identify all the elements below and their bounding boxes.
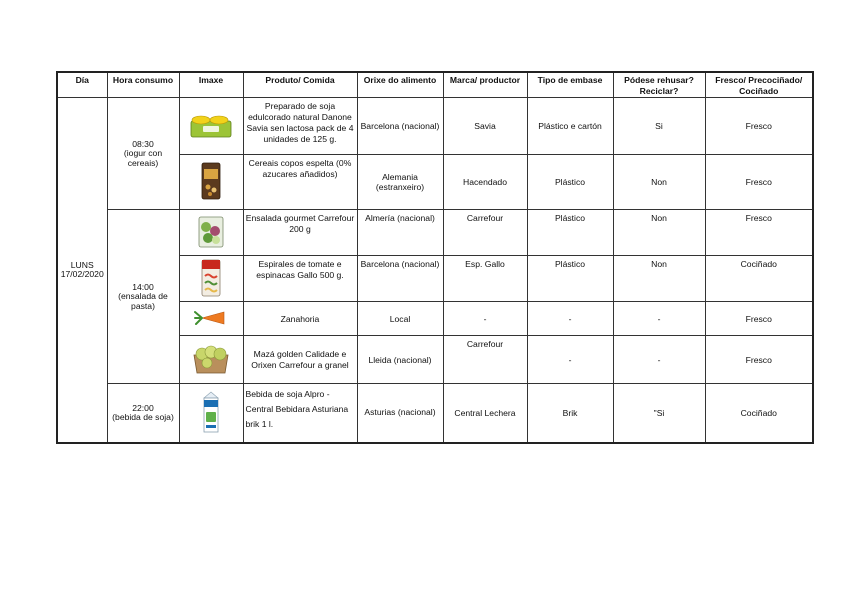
meal-desc: (bebida de soja) [112,412,174,423]
brand-cell: Hacendado [443,155,527,210]
meal-time: 14:00 [132,281,154,292]
header-product: Produto/ Comida [243,72,357,98]
product-cell: Ensalada gourmet Carrefour 200 g [243,210,357,256]
packaging-cell: Brik [527,384,613,443]
salad-bag-icon [197,215,225,249]
state-cell: Cociñado [705,256,813,302]
brand-cell: Carrefour [443,210,527,256]
state-cell: Fresco [705,98,813,155]
reuse-cell: "Si [613,384,705,443]
origin-cell: Asturias (nacional) [357,384,443,443]
pasta-bag-icon [200,258,222,298]
packaging-cell: Plástico [527,155,613,210]
table-row [57,210,813,256]
carrot-icon [194,309,228,327]
soy-drink-brik-icon [199,390,223,434]
image-cell [179,98,243,155]
reuse-cell: Non [613,210,705,256]
product-cell: Cereais copos espelta (0% azucares añadidos) [243,155,357,210]
packaging-cell: - [527,336,613,384]
brand-cell: - [443,302,527,336]
state-cell: Fresco [705,336,813,384]
yogurt-pack-icon [189,111,233,139]
header-brand: Marca/ productor [443,72,527,98]
product-cell: Mazá golden Calidade e Orixen Carrefour a granel [243,336,357,384]
meal-desc: (iogur con cereais) [123,148,163,168]
table-row [57,98,813,155]
reuse-cell: Non [613,155,705,210]
state-cell: Fresco [705,302,813,336]
image-cell [179,210,243,256]
reuse-cell: Non [613,256,705,302]
product-cell: Zanahoria [243,302,357,336]
origin-cell: Almería (nacional) [357,210,443,256]
header-reuse: Pódese rehusar? Reciclar? [613,72,705,98]
packaging-cell: Plástico e cartón [527,98,613,155]
apples-box-icon [191,343,231,375]
reuse-cell: - [613,336,705,384]
image-cell [179,302,243,336]
origin-cell: Barcelona (nacional) [357,256,443,302]
state-cell: Fresco [705,210,813,256]
meal-time: 08:30 [132,138,154,149]
day-cell [57,98,107,443]
header-image: Imaxe [179,72,243,98]
meal-time: 22:00 [132,402,154,413]
day-name: LUNS [70,259,94,270]
brand-cell: Central Lechera [443,384,527,443]
header-time: Hora consumo [107,72,179,98]
brand-cell: Savia [443,98,527,155]
meal-time-cell [107,210,179,384]
header-row [57,72,813,98]
packaging-cell: - [527,302,613,336]
origin-cell: Barcelona (nacional) [357,98,443,155]
table-row [57,384,813,443]
header-day: Día [57,72,107,98]
meal-time-cell [107,98,179,210]
brand-cell: Esp. Gallo [443,256,527,302]
reuse-cell: Si [613,98,705,155]
meal-desc: (ensalada de pasta) [118,291,168,311]
state-cell: Cociñado [705,384,813,443]
product-cell: Espirales de tomate e espinacas Gallo 500 g. [243,256,357,302]
reuse-cell: - [613,302,705,336]
header-packaging: Tipo de embase [527,72,613,98]
image-cell [179,336,243,384]
origin-cell: Lleida (nacional) [357,336,443,384]
meal-time-cell [107,384,179,443]
origin-cell: Local [357,302,443,336]
image-cell [179,384,243,443]
cereal-bag-icon [200,161,222,201]
product-cell: Preparado de soja edulcorado natural Danone Savia sen lactosa pack de 4 unidades de 125 g. [243,98,357,155]
packaging-cell: Plástico [527,210,613,256]
header-origin: Orixe do alimento [357,72,443,98]
product-cell: Bebida de soja Alpro - Central Bebidara Asturiana brik 1 l. [243,384,357,443]
image-cell [179,155,243,210]
header-state: Fresco/ Precociñado/ Cociñado [705,72,813,98]
brand-cell: Carrefour [443,336,527,384]
day-date: 17/02/2020 [60,269,104,280]
packaging-cell: Plástico [527,256,613,302]
food-log-table [56,71,814,444]
image-cell [179,256,243,302]
state-cell: Fresco [705,155,813,210]
origin-cell: Alemania (estranxeiro) [357,155,443,210]
